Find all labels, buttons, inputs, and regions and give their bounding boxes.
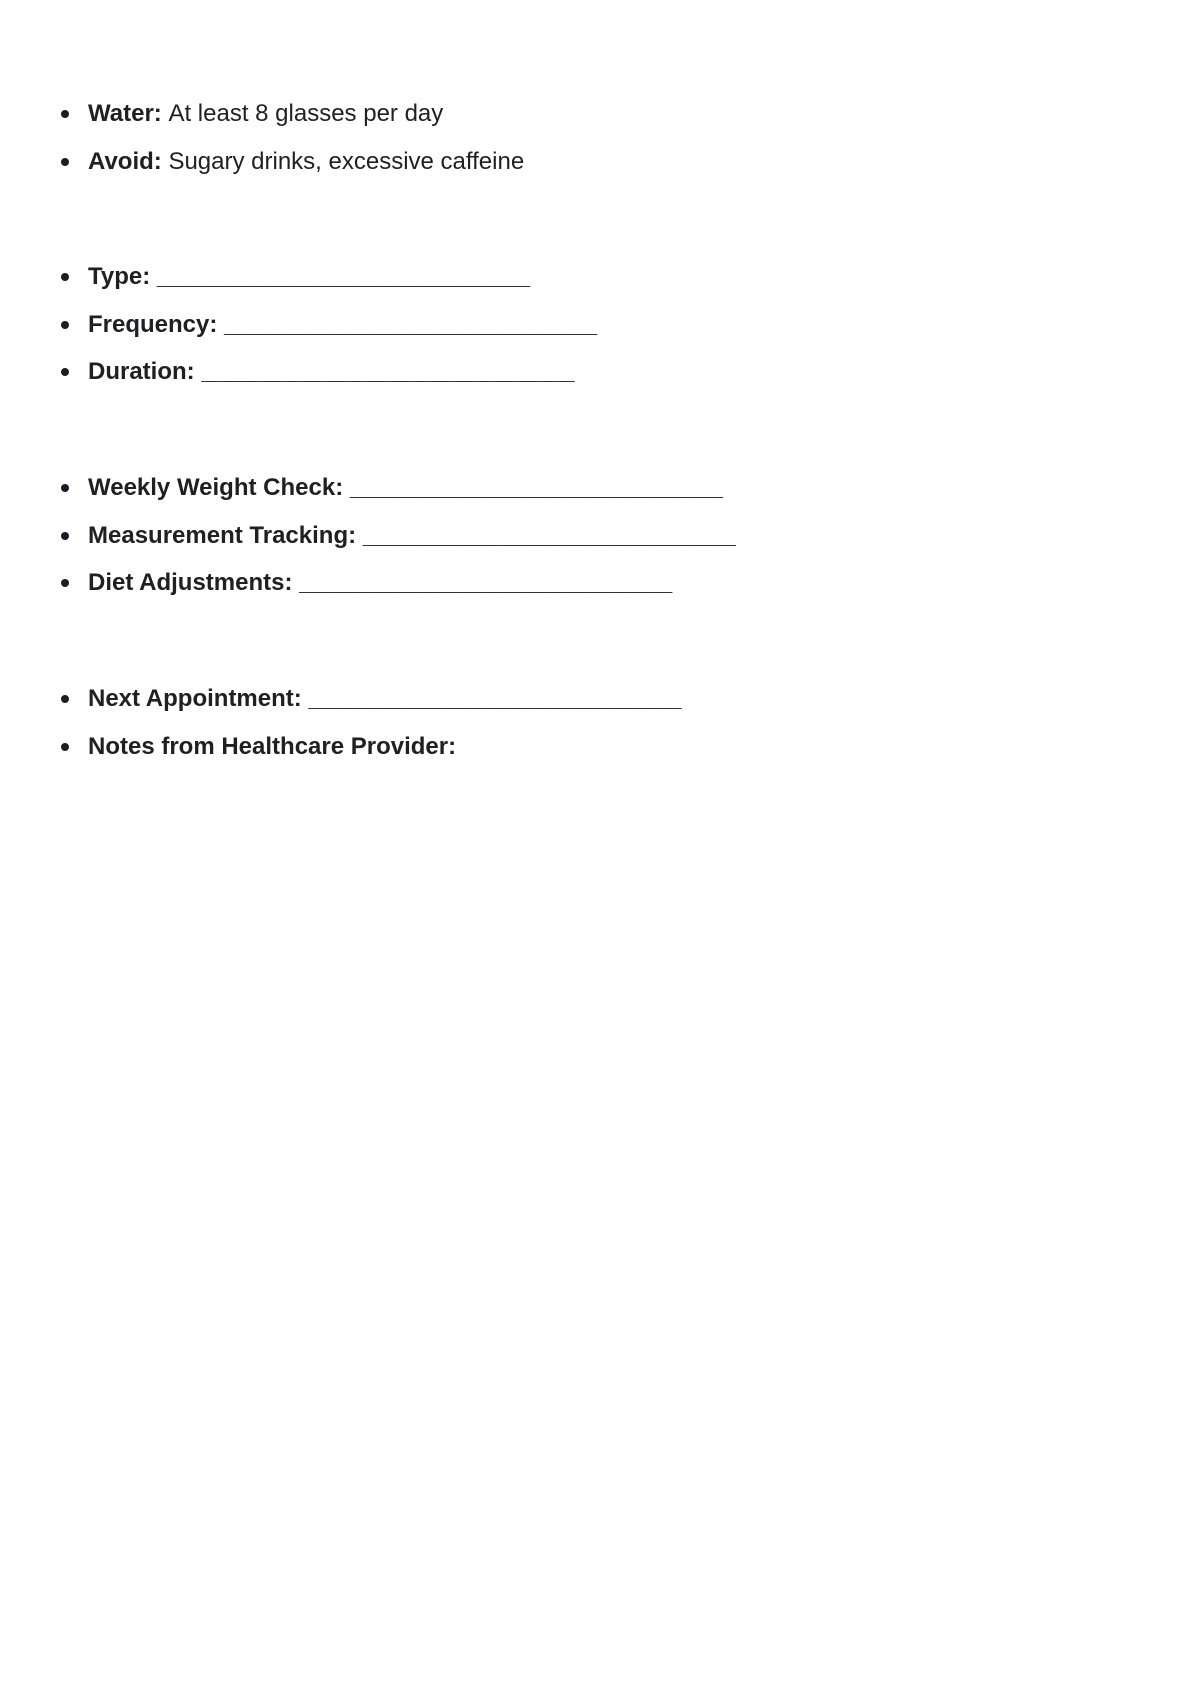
list-item-next-appointment xyxy=(60,685,681,713)
item-label: Weekly Weight Check: xyxy=(88,474,350,501)
monitoring-list xyxy=(60,474,735,597)
item-label: Frequency: xyxy=(88,310,225,338)
fill-in-blank: _____________________________ xyxy=(308,685,682,712)
item-label: Duration: xyxy=(88,358,202,385)
item-label: Next Appointment: xyxy=(88,685,309,712)
list-item-notes-from-provider xyxy=(60,733,681,761)
list-item-weekly-weight-check xyxy=(60,474,735,502)
bullet-icon xyxy=(61,110,69,118)
list-item-diet-adjustments xyxy=(60,569,735,597)
item-label: Diet Adjustments: xyxy=(88,569,300,596)
bullet-icon xyxy=(61,158,69,166)
item-label: Water: xyxy=(88,100,169,127)
item-value: At least 8 glasses per day xyxy=(168,100,444,127)
item-label: Avoid: xyxy=(88,147,169,175)
item-label: Measurement Tracking: xyxy=(88,521,363,549)
item-label: Type: xyxy=(88,263,157,290)
fill-in-blank: _____________________________ xyxy=(349,474,723,501)
bullet-icon xyxy=(61,484,69,492)
exercise-list xyxy=(60,263,597,386)
item-value: Sugary drinks, excessive caffeine xyxy=(168,147,525,175)
list-item-measurement-tracking xyxy=(60,522,735,550)
bullet-icon xyxy=(61,743,69,751)
list-item-duration xyxy=(60,358,597,386)
list-item-type xyxy=(60,263,597,291)
bullet-icon xyxy=(61,695,69,703)
list-item-avoid xyxy=(60,148,524,176)
list-item-water xyxy=(60,100,524,128)
bullet-icon xyxy=(61,368,69,376)
item-label: Notes from Healthcare Provider: xyxy=(88,732,457,760)
fill-in-blank: _____________________________ xyxy=(156,263,530,290)
bullet-icon xyxy=(61,579,69,587)
bullet-icon xyxy=(61,532,69,540)
bullet-icon xyxy=(61,273,69,281)
hydration-list xyxy=(60,100,524,176)
list-item-frequency xyxy=(60,311,597,339)
fill-in-blank: _____________________________ xyxy=(201,358,574,385)
fill-in-blank: _____________________________ xyxy=(299,569,672,596)
fill-in-blank: _____________________________ xyxy=(362,521,736,549)
fill-in-blank: _____________________________ xyxy=(224,310,597,338)
followup-list xyxy=(60,685,681,761)
bullet-icon xyxy=(61,321,69,329)
